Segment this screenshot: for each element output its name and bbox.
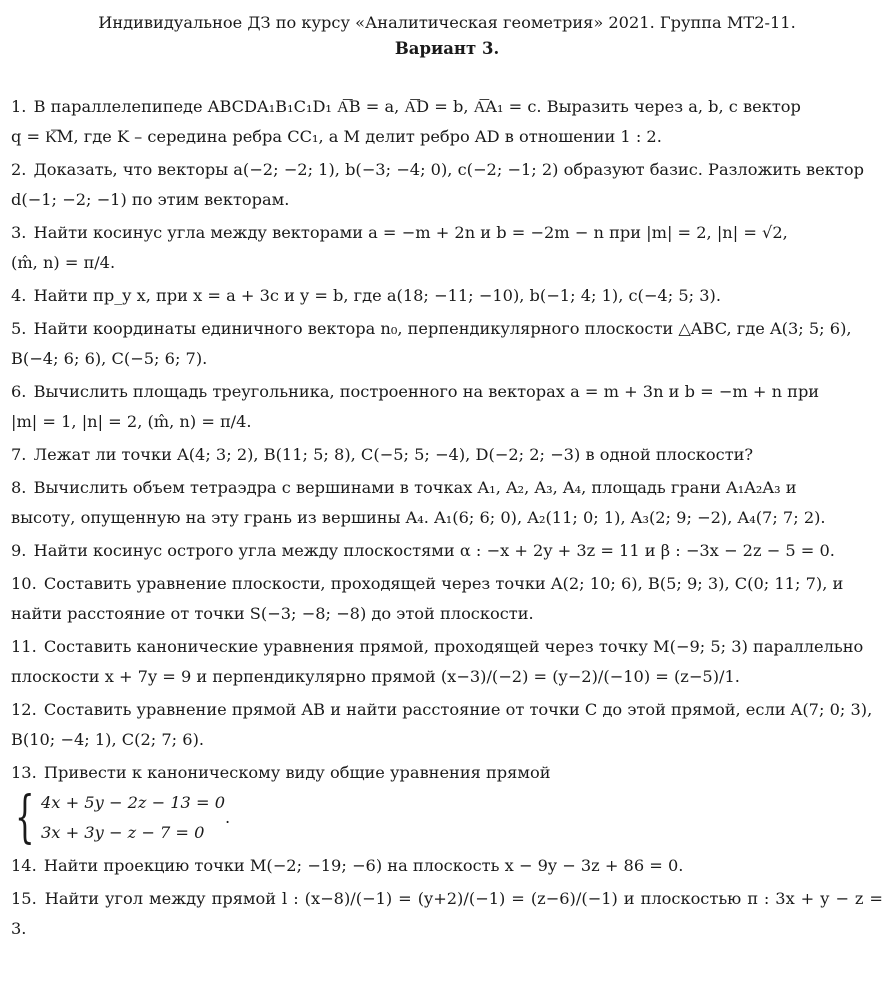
problem-line: плоскости x + 7y = 9 и перпендикулярно прямой (x−3)/(−2) = (y−2)/(−10) = (z−5)/1. xyxy=(11,667,740,686)
problem-6: 6. Вычислить площадь треугольника, построенного на векторах a = m + 3n и b = −m + n при |m| = 1, |n| = 2, (m̂, n) = π/4. xyxy=(11,382,820,431)
equation-system xyxy=(15,785,231,850)
system-equation-1: 4x + 5y − 2z − 13 = 0 xyxy=(41,793,226,812)
problem-line: Найти координаты единичного вектора n₀, перпендикулярного плоскости △ABC, где A(3; 5; 6), xyxy=(33,319,852,338)
problem-4: 4. Найти пр_y x, при x = a + 3c и y = b, где a(18; −11; −10), b(−1; 4; 1), c(−4; 5; 3). xyxy=(11,286,721,305)
problem-line: (m̂, n) = π/4. xyxy=(11,253,116,272)
document-header xyxy=(11,10,883,62)
problem-line: Найти проекцию точки M(−2; −19; −6) на плоскость x − 9y − 3z + 86 = 0. xyxy=(43,856,684,875)
problem-line: Лежат ли точки A(4; 3; 2), B(11; 5; 8), C(−5; 5; −4), D(−2; 2; −3) в одной плоскости? xyxy=(33,445,754,464)
problem-5: 5. Найти координаты единичного вектора n₀, перпендикулярного плоскости △ABC, где A(3; 5; 6), B(−4; 6; 6), C(−5; 6; 7). xyxy=(11,319,852,368)
problem-line: Доказать, что векторы a(−2; −2; 1), b(−3; −4; 0), c(−2; −1; 2) образуют базис. Разложить вектор xyxy=(33,160,864,179)
problem-8: 8. Вычислить объем тетраэдра с вершинами в точках A₁, A₂, A₃, A₄, площадь грани A₁A₂A₃ и высоту, опущенную на эту грань из вершины A₄. A₁(6; 6; 0), A₂(11; 0; 1), A₃(2; 9; −2), A₄(7; 7; 2). xyxy=(11,478,826,527)
problem-11: 11. Составить канонические уравнения прямой, проходящей через точку M(−9; 5; 3) параллельно плоскости x + 7y = 9 и перпендикулярно прямой (x−3)/(−2) = (y−2)/(−10) = (z−5)/1. xyxy=(11,637,864,686)
problem-13: 13. Привести к каноническому виду общие уравнения прямой { 4x + 5y − 2z − 13 = 0 3x + 3y − z − 7 = 0 . xyxy=(11,763,551,850)
problem-line: Найти косинус угла между векторами a = −m + 2n и b = −2m − n при |m| = 2, |n| = √2, xyxy=(33,223,788,242)
problem-line: найти расстояние от точки S(−3; −8; −8) до этой плоскости. xyxy=(11,604,534,623)
problem-line: Привести к каноническому виду общие уравнения прямой xyxy=(43,763,551,782)
problem-line: В параллелепипеде ABCDA₁B₁C₁D₁ A͞B = a, A͞D = b, A͞A₁ = c. Выразить через a, b, c вектор xyxy=(33,97,801,116)
problem-line: Составить канонические уравнения прямой, проходящей через точку M(−9; 5; 3) параллельно xyxy=(43,637,864,656)
problem-line: B(−4; 6; 6), C(−5; 6; 7). xyxy=(11,349,208,368)
problem-line: B(10; −4; 1), C(2; 7; 6). xyxy=(11,730,205,749)
problem-line: Составить уравнение прямой AB и найти расстояние от точки C до этой прямой, если A(7; 0; 3), xyxy=(43,700,873,719)
problem-list xyxy=(11,92,883,944)
system-end: . xyxy=(225,808,231,827)
curly-brace-icon: { xyxy=(15,785,35,850)
problem-line: d(−1; −2; −1) по этим векторам. xyxy=(11,190,290,209)
problem-10: 10. Составить уравнение плоскости, проходящей через точки A(2; 10; 6), B(5; 9; 3), C(0; 11; 7), и найти расстояние от точки S(−3; −8; −8) до этой плоскости. xyxy=(11,574,844,623)
problem-14: 14. Найти проекцию точки M(−2; −19; −6) на плоскость x − 9y − 3z + 86 = 0. xyxy=(11,856,684,875)
problem-line: Вычислить площадь треугольника, построенного на векторах a = m + 3n и b = −m + n при xyxy=(33,382,820,401)
problem-line: Найти угол между прямой l : (x−8)/(−1) = (y+2)/(−1) = (z−6)/(−1) и плоскостью π : 3x + y − z = 3. xyxy=(11,889,883,938)
problem-1: 1. В параллелепипеде ABCDA₁B₁C₁D₁ A͞B = a, A͞D = b, A͞A₁ = c. Выразить через a, b, c вектор q = K͞M, где K – середина ребра CC₁, а M делит ребро AD в отношении 1 : 2. xyxy=(11,97,801,146)
problem-line: q = K͞M, где K – середина ребра CC₁, а M делит ребро AD в отношении 1 : 2. xyxy=(11,127,662,146)
system-equation-2: 3x + 3y − z − 7 = 0 xyxy=(41,823,205,842)
problem-7: 7. Лежат ли точки A(4; 3; 2), B(11; 5; 8), C(−5; 5; −4), D(−2; 2; −3) в одной плоскости? xyxy=(11,445,754,464)
course-title: Индивидуальное ДЗ по курсу «Аналитическая геометрия» 2021. Группа МТ2-11. xyxy=(98,13,796,32)
problem-15: 15. Найти угол между прямой l : (x−8)/(−1) = (y+2)/(−1) = (z−6)/(−1) и плоскостью π : 3x + y − z = 3. xyxy=(11,889,883,938)
problem-9: 9. Найти косинус острого угла между плоскостями α : −x + 2y + 3z = 11 и β : −3x − 2z − 5 = 0. xyxy=(11,541,835,560)
variant-title: Вариант 3. xyxy=(394,39,500,58)
problem-12: 12. Составить уравнение прямой AB и найти расстояние от точки C до этой прямой, если A(7; 0; 3), B(10; −4; 1), C(2; 7; 6). xyxy=(11,700,873,749)
problem-line: |m| = 1, |n| = 2, (m̂, n) = π/4. xyxy=(11,412,252,431)
problem-line: высоту, опущенную на эту грань из вершины A₄. A₁(6; 6; 0), A₂(11; 0; 1), A₃(2; 9; −2), A₄(7; 7; 2). xyxy=(11,508,826,527)
problem-line: Найти косинус острого угла между плоскостями α : −x + 2y + 3z = 11 и β : −3x − 2z − 5 = 0. xyxy=(33,541,835,560)
problem-3: 3. Найти косинус угла между векторами a = −m + 2n и b = −2m − n при |m| = 2, |n| = √2, (m̂, n) = π/4. xyxy=(11,223,788,272)
problem-line: Составить уравнение плоскости, проходящей через точки A(2; 10; 6), B(5; 9; 3), C(0; 11; 7), и xyxy=(43,574,844,593)
problem-line: Вычислить объем тетраэдра с вершинами в точках A₁, A₂, A₃, A₄, площадь грани A₁A₂A₃ и xyxy=(33,478,797,497)
problem-2: 2. Доказать, что векторы a(−2; −2; 1), b(−3; −4; 0), c(−2; −1; 2) образуют базис. Разложить вектор d(−1; −2; −1) по этим векторам. xyxy=(11,160,864,209)
problem-line: Найти пр_y x, при x = a + 3c и y = b, где a(18; −11; −10), b(−1; 4; 1), c(−4; 5; 3). xyxy=(33,286,721,305)
